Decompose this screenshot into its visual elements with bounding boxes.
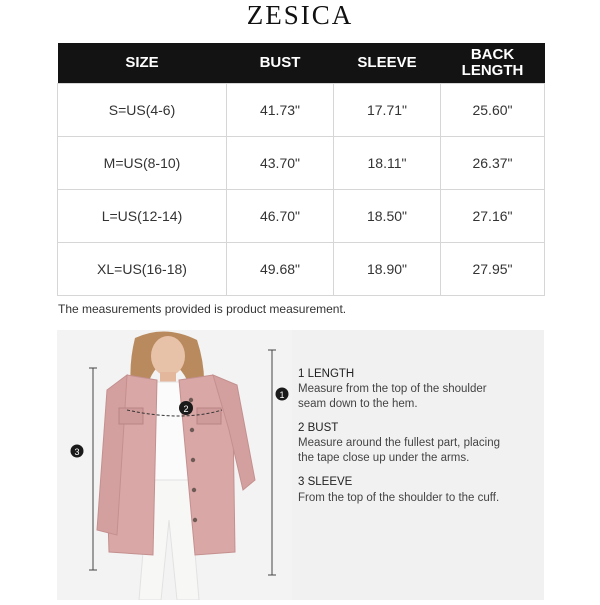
jacket-button <box>193 518 197 522</box>
desc-line: Measure around the fullest part, placing <box>298 437 501 449</box>
desc-line: From the top of the shoulder to the cuff. <box>298 492 500 504</box>
measurement-guide <box>57 330 544 600</box>
jacket-button <box>192 488 196 492</box>
section-desc-sleeve <box>298 491 538 506</box>
marker-label: 1 <box>279 390 285 400</box>
cell-sleeve: 17.71" <box>334 84 441 137</box>
marker-label: 2 <box>183 404 189 414</box>
cell-sleeve: 18.90" <box>334 243 441 296</box>
table-row <box>58 137 545 190</box>
marker-label: 3 <box>74 447 80 457</box>
section-title-bust: 2 BUST <box>298 422 339 434</box>
cell-back-length: 26.37" <box>441 137 545 190</box>
cell-back-length: 27.16" <box>441 190 545 243</box>
cell-bust: 43.70" <box>227 137 334 190</box>
cell-size: XL=US(16-18) <box>58 243 227 296</box>
section-title-length: 1 LENGTH <box>298 368 355 380</box>
brand-logo: ZESICA <box>246 0 354 30</box>
cell-bust: 49.68" <box>227 243 334 296</box>
section-title-sleeve: 3 SLEEVE <box>298 476 353 488</box>
header-size: SIZE <box>58 43 227 84</box>
cell-back-length: 25.60" <box>441 84 545 137</box>
face-shape <box>151 336 185 376</box>
cell-bust: 41.73" <box>227 84 334 137</box>
right-pocket <box>197 408 221 424</box>
section-desc-length <box>298 382 538 412</box>
table-row <box>58 243 545 296</box>
cell-bust: 46.70" <box>227 190 334 243</box>
cell-back-length: 27.95" <box>441 243 545 296</box>
desc-line: Measure from the top of the shoulder <box>298 383 487 395</box>
header-back-length: BACK LENGTH <box>441 43 545 84</box>
cell-sleeve: 18.11" <box>334 137 441 190</box>
size-chart-table <box>57 43 545 296</box>
table-header-row <box>58 43 545 84</box>
measurement-instructions <box>296 330 544 600</box>
cell-sleeve: 18.50" <box>334 190 441 243</box>
desc-line: the tape close up under the arms. <box>298 452 470 464</box>
desc-line: seam down to the hem. <box>298 398 418 410</box>
table-row <box>58 84 545 137</box>
header-bust: BUST <box>227 43 334 84</box>
section-desc-bust <box>298 436 538 466</box>
jacket-figure <box>57 330 292 600</box>
cell-size: M=US(8-10) <box>58 137 227 190</box>
table-row <box>58 190 545 243</box>
cell-size: S=US(4-6) <box>58 84 227 137</box>
cell-size: L=US(12-14) <box>58 190 227 243</box>
measurement-note: The measurements provided is product measurement. <box>58 302 347 316</box>
model-illustration <box>57 330 292 600</box>
jacket-button <box>190 428 194 432</box>
header-sleeve: SLEEVE <box>334 43 441 84</box>
jacket-button <box>189 398 193 402</box>
jacket-button <box>191 458 195 462</box>
left-pocket <box>119 408 143 424</box>
